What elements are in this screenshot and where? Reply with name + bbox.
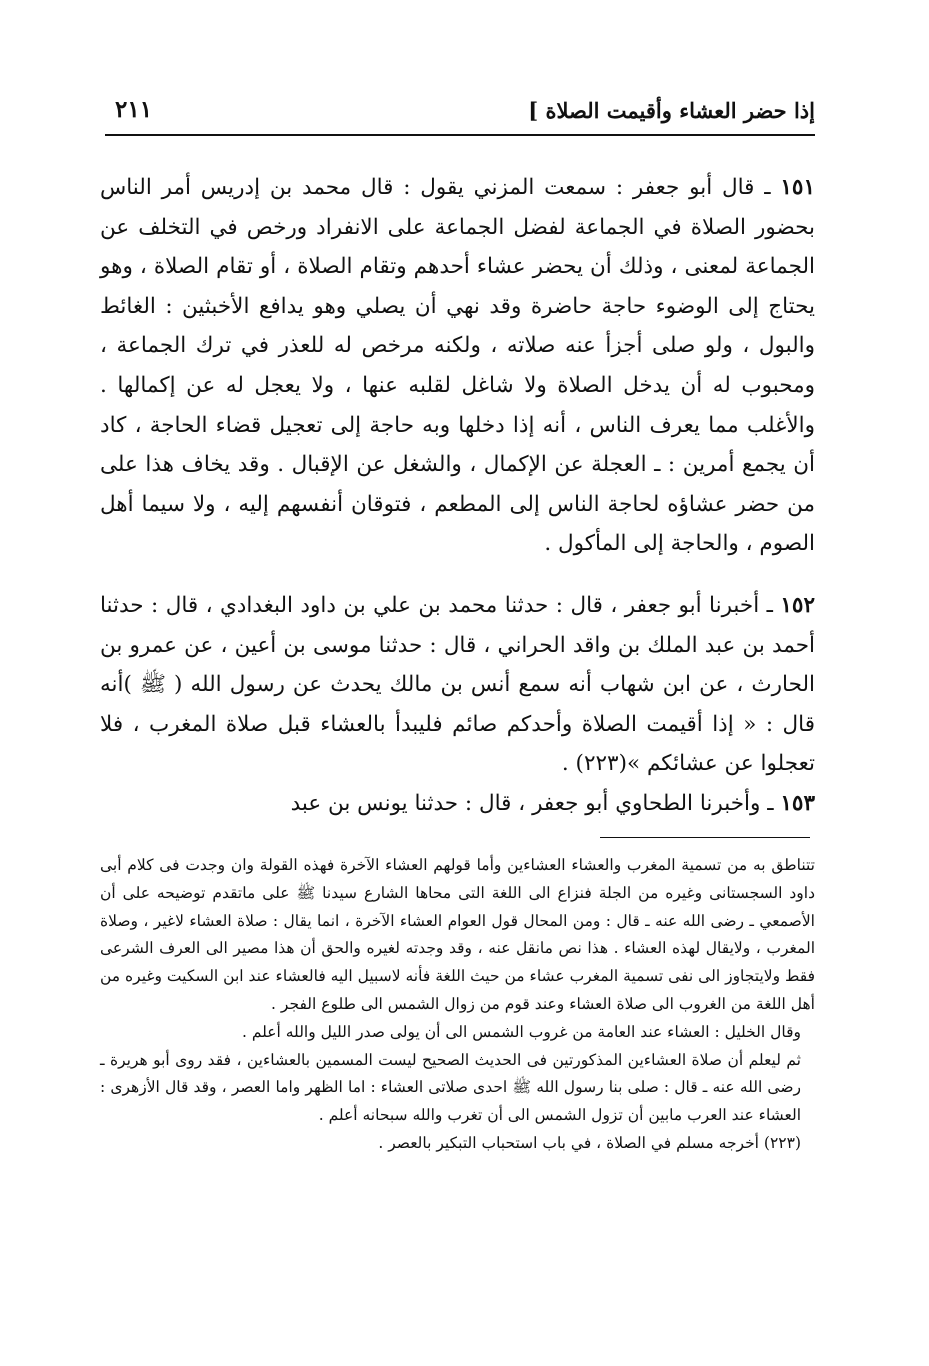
footnote: تتناطق به من تسمية المغرب والعشاء العشاءين وأما قولهم العشاء الآخرة فهذه القولة وان وجدت فى كلام أبى داود السجستانى وغيره من الجلة فنزاع الى اللغة التى محاها الشارع سيدنا ﷺ على ماتقدم توضيحه على أن الأصمعي ـ رضى الله عنه ـ قال : ومن المحال قول العوام العشاء الآخرة ، انما يقال : صلاة العشاء لاغير ، وصلاة المغرب ، ولايقال لهذه العشاء . هذا نص مانقل عنه ، وقد وجدته لغيره والحق أن هذا مصير الى العرف الشرعى فقط ولايتجاوز الى نفى تسمية المغرب عشاء من حيث اللغة فأنه لاسبيل اليه فالعشاء عند ابن السكيت وغيره من أهل اللغة من الغروب الى صلاة العشاء وعند قوم من زوال الشمس الى طلوع الفجر . (100, 856, 815, 1013)
page-header (105, 92, 815, 136)
paragraph-text: ـ وأخبرنا الطحاوي أبو جعفر ، قال : حدثنا يونس بن عبد (290, 790, 781, 816)
footnote: وقال الخليل : العشاء عند العامة من غروب الشمس الى أن يولى صدر الليل والله أعلم . (241, 1022, 801, 1041)
paragraph-number: ١٥٣ (780, 790, 815, 816)
paragraph-number: ١٥٢ (780, 592, 815, 618)
paragraph-text: ـ قال أبو جعفر : سمعت المزني يقول : قال محمد بن إدريس أمر الناس بحضور الصلاة في الجماعة لفضل الجماعة على الانفراد ورخص في التخلف عن الجماعة لمعنى ، وذلك أن يحضر عشاء أحدهم وتقام الصلاة ، أو تقام الصلاة ، وهو يحتاج إلى الوضوء حاجة حاضرة وقد نهي أن يصلي وهو يدافع الأخبثين : الغائط والبول ، ولو صلى أجزأ عنه صلاته ، ولكنه مرخص له للعذر في ترك الجماعة ، ومحبوب له أن يدخل الصلاة ولا شاغل لقلبه عنها ، ولا يعجل له عن إكمالها . والأغلب مما يعرف الناس ، أنه إذا دخلها وبه حاجة إلى تعجيل قضاء الحاجة ، كاد أن يجمع أمرين : ـ العجلة عن الإكمال ، والشغل عن الإقبال . وقد يخاف هذا على من حضر عشاؤه لحاجة الناس إلى المطعم ، فتوقان أنفسهم إليه ، ولا سيما أهل الصوم ، والحاجة إلى المأكول . (100, 175, 815, 557)
footnote: ثم ليعلم أن صلاة العشاءين المذكورتين فى الحديث الصحيح ليست المسمين بالعشاءين ، فقد روى أبو هريرة ـ رضى الله عنه ـ قال : صلى بنا رسول الله ﷺ احدى صلاتى العشاء : اما الظهر واما العصر ، وقد قال الأزهرى : العشاء عند العرب مابين أن تزول الشمس الى أن تغرب والله سبحانه أعلم . (100, 1050, 801, 1125)
paragraph-151 (100, 168, 815, 564)
footnote-223: (٢٢٣) أخرجه مسلم في الصلاة ، في باب استحباب التبكير بالعصر . (378, 1133, 801, 1152)
main-text (100, 168, 815, 824)
paragraph-152 (100, 586, 815, 784)
running-title: إذا حضر العشاء وأقيمت الصلاة ] (528, 98, 815, 123)
footnote-separator (600, 837, 810, 838)
paragraph-number: ١٥١ (780, 175, 815, 200)
page-number: ٢١١ (115, 96, 153, 123)
paragraph-text: ـ أخبرنا أبو جعفر ، قال : حدثنا محمد بن علي بن داود البغدادي ، قال : حدثنا أحمد بن عبد الملك بن واقد الحراني ، قال : حدثنا موسى بن أعين ، عن عمرو بن الحارث ، عن ابن شهاب أنه سمع أنس بن مالك يحدث عن رسول الله ( ﷺ )أنه قال : « إذا أقيمت الصلاة وأحدكم صائم فليبدأ بالعشاء قبل صلاة المغرب ، فلا تعجلوا عن عشائكم »(٢٢٣) . (100, 592, 815, 777)
paragraph-153 (100, 784, 815, 824)
footnotes (100, 852, 815, 1158)
